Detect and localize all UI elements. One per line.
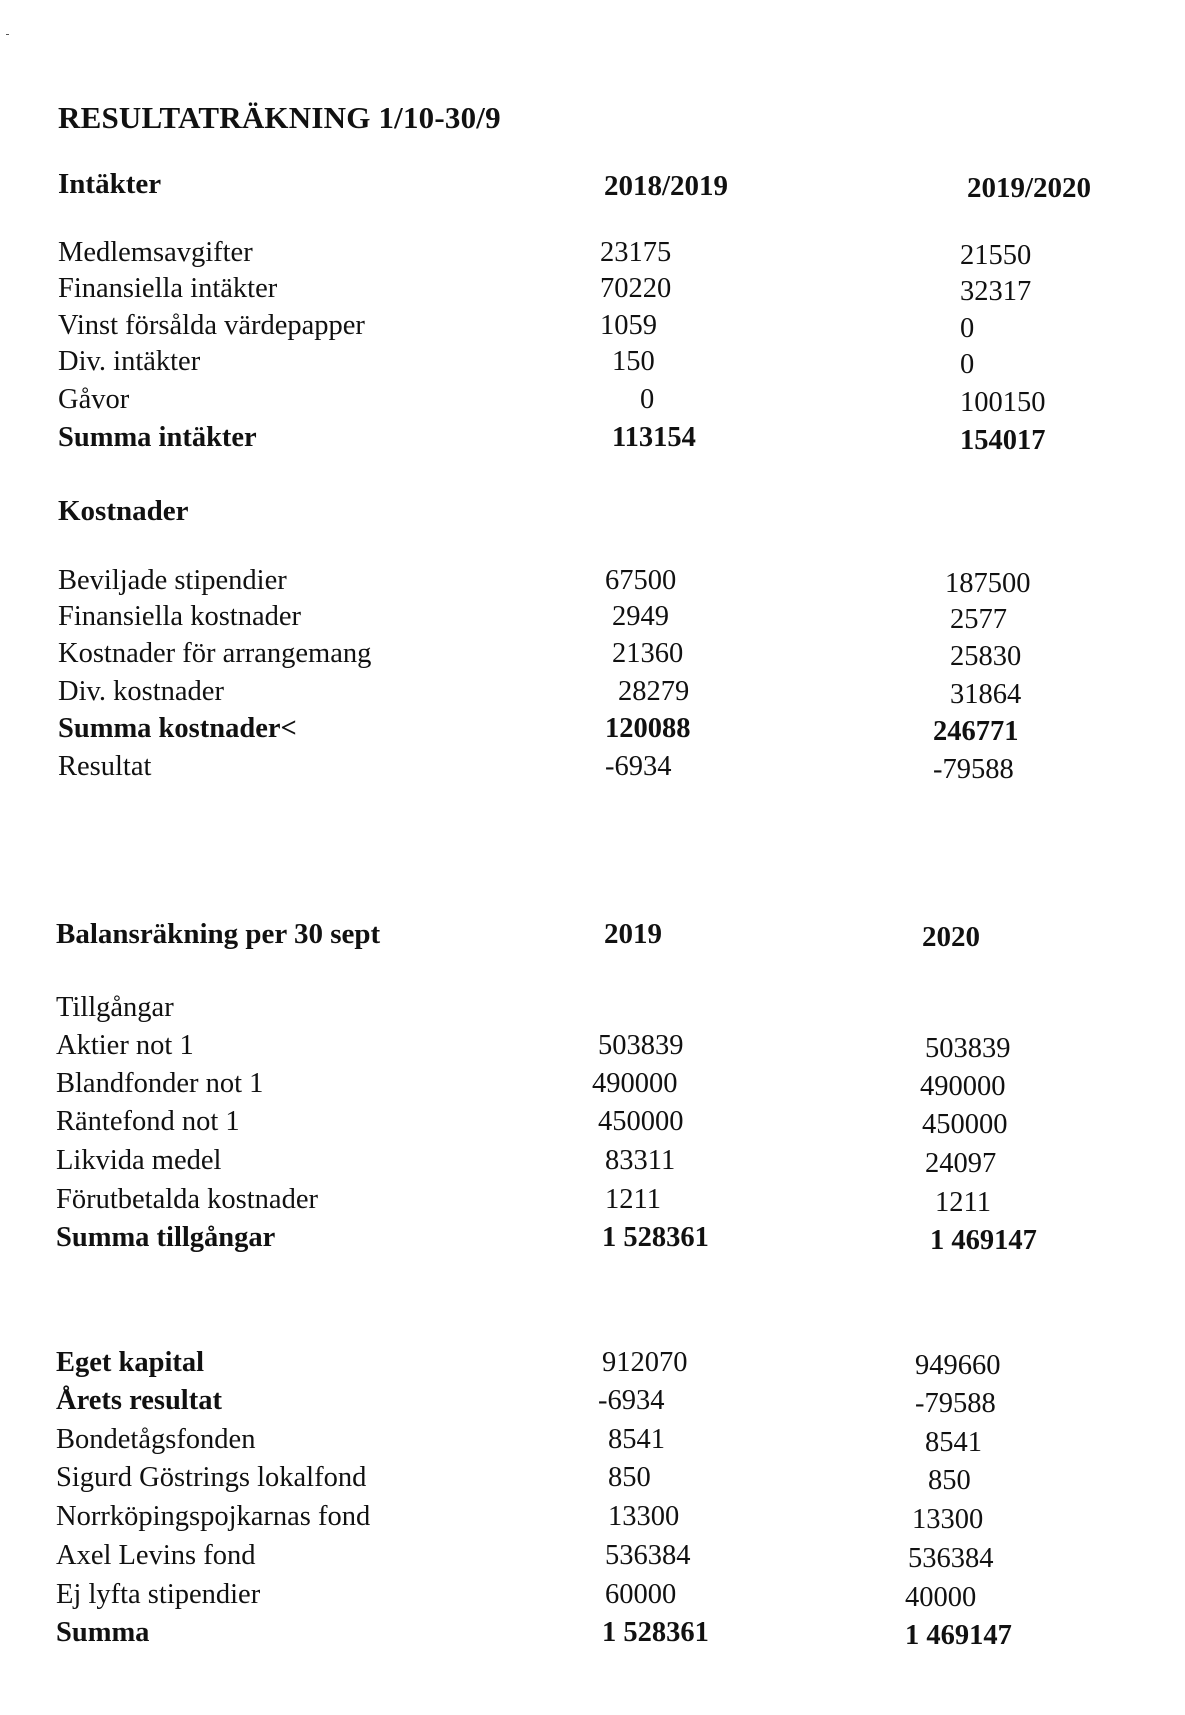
row-label: Eget kapital <box>56 1347 205 1378</box>
cost-row <box>0 601 1185 637</box>
income-row <box>0 384 1185 420</box>
income-col1-header: 2018/2019 <box>604 170 729 202</box>
row-value-2019-2020: 246771 <box>933 716 1019 747</box>
costs-header-row <box>0 495 1185 531</box>
row-value-2019-2020: -79588 <box>933 754 1014 785</box>
income-row <box>0 346 1185 382</box>
row-value-2019: 1 528361 <box>602 1617 709 1648</box>
row-value-2019-2020: 100150 <box>960 387 1046 418</box>
income-row <box>0 310 1185 346</box>
row-value-2020: 1 469147 <box>905 1620 1012 1651</box>
row-value-2020: 850 <box>928 1465 971 1496</box>
row-value-2018-2019: 113154 <box>612 422 696 453</box>
row-label: Aktier not 1 <box>56 1030 194 1061</box>
result-row <box>0 751 1185 787</box>
row-value-2020: 503839 <box>925 1033 1011 1064</box>
row-label: Div. intäkter <box>58 346 201 377</box>
row-label: Div. kostnader <box>58 676 224 707</box>
row-value-2018-2019: 0 <box>640 384 655 415</box>
balance-header-row <box>0 918 1185 954</box>
income-row <box>0 237 1185 273</box>
row-label: Axel Levins fond <box>56 1540 256 1571</box>
row-value-2019: 83311 <box>605 1145 676 1176</box>
asset-row <box>0 1030 1185 1066</box>
cost-row <box>0 638 1185 674</box>
row-label: Resultat <box>58 751 152 782</box>
row-value-2019-2020: 32317 <box>960 276 1032 307</box>
row-value-2018-2019: 28279 <box>618 676 690 707</box>
document-title: RESULTATRÄKNING 1/10-30/9 <box>58 100 501 135</box>
row-value-2020: 8541 <box>925 1427 982 1458</box>
row-label: Räntefond not 1 <box>56 1106 240 1137</box>
row-label: Norrköpingspojkarnas fond <box>56 1501 371 1532</box>
row-value-2019: 1 528361 <box>602 1222 709 1253</box>
row-label: Gåvor <box>58 384 130 415</box>
equity-row <box>0 1347 1185 1383</box>
row-value-2019-2020: 0 <box>960 349 975 380</box>
row-value-2019: 450000 <box>598 1106 684 1137</box>
row-value-2020: 490000 <box>920 1071 1006 1102</box>
cost-row <box>0 565 1185 601</box>
row-value-2019: 490000 <box>592 1068 678 1099</box>
balance-col2-header: 2020 <box>922 921 980 953</box>
row-value-2019: 912070 <box>602 1347 688 1378</box>
row-label: Förutbetalda kostnader <box>56 1184 318 1215</box>
income-col2-header: 2019/2020 <box>967 172 1092 204</box>
equity-row <box>0 1579 1185 1615</box>
row-label: Finansiella intäkter <box>58 273 278 304</box>
row-value-2019-2020: 31864 <box>950 679 1022 710</box>
row-label: Beviljade stipendier <box>58 565 287 596</box>
asset-row <box>0 1106 1185 1142</box>
row-value-2020: 24097 <box>925 1148 997 1179</box>
row-value-2020: 450000 <box>922 1109 1008 1140</box>
row-value-2019: 1211 <box>605 1184 661 1215</box>
row-label: Finansiella kostnader <box>58 601 301 632</box>
row-label: Sigurd Göstrings lokalfond <box>56 1462 367 1493</box>
row-label: Summa tillgångar <box>56 1222 276 1253</box>
asset-row <box>0 1145 1185 1181</box>
row-value-2019-2020: 21550 <box>960 240 1032 271</box>
row-value-2018-2019: 1059 <box>600 310 657 341</box>
row-value-2020: 1 469147 <box>930 1225 1037 1256</box>
equity-total-row <box>0 1617 1185 1653</box>
income-header-label: Intäkter <box>58 168 162 200</box>
row-value-2018-2019: 120088 <box>605 713 691 744</box>
row-value-2019: 13300 <box>608 1501 680 1532</box>
scan-speck <box>6 34 9 35</box>
row-label: Summa <box>56 1617 150 1648</box>
row-value-2019-2020: 187500 <box>945 568 1031 599</box>
assets-heading-row <box>0 992 1185 1028</box>
row-value-2018-2019: 21360 <box>612 638 684 669</box>
assets-total-row <box>0 1222 1185 1258</box>
row-value-2020: 949660 <box>915 1350 1001 1381</box>
row-label: Vinst försålda värdepapper <box>58 310 365 341</box>
row-value-2019: 8541 <box>608 1424 665 1455</box>
row-value-2019-2020: 154017 <box>960 425 1046 456</box>
costs-header-label: Kostnader <box>58 495 189 527</box>
row-value-2020: -79588 <box>915 1388 996 1419</box>
row-value-2020: 1211 <box>935 1187 991 1218</box>
row-value-2020: 40000 <box>905 1582 977 1613</box>
row-value-2019: -6934 <box>598 1385 665 1416</box>
row-value-2019-2020: 2577 <box>950 604 1007 635</box>
row-value-2019-2020: 0 <box>960 313 975 344</box>
balance-col1-header: 2019 <box>604 918 662 950</box>
row-label: Summa intäkter <box>58 422 257 453</box>
equity-row <box>0 1462 1185 1498</box>
row-value-2018-2019: 150 <box>612 346 655 377</box>
income-row <box>0 273 1185 309</box>
row-value-2019: 536384 <box>605 1540 691 1571</box>
row-label: Medlemsavgifter <box>58 237 253 268</box>
balance-header-label: Balansräkning per 30 sept <box>56 918 381 950</box>
row-label: Årets resultat <box>56 1385 222 1416</box>
equity-row <box>0 1540 1185 1576</box>
row-value-2018-2019: 2949 <box>612 601 669 632</box>
row-value-2019-2020: 25830 <box>950 641 1022 672</box>
row-label: Ej lyfta stipendier <box>56 1579 261 1610</box>
row-label: Likvida medel <box>56 1145 222 1176</box>
row-value-2020: 536384 <box>908 1543 994 1574</box>
row-value-2019: 850 <box>608 1462 651 1493</box>
row-value-2018-2019: 67500 <box>605 565 677 596</box>
equity-row <box>0 1501 1185 1537</box>
row-value-2018-2019: 23175 <box>600 237 672 268</box>
income-header-row <box>0 168 1185 204</box>
costs-total-row <box>0 713 1185 749</box>
row-value-2018-2019: 70220 <box>600 273 672 304</box>
row-value-2019: 503839 <box>598 1030 684 1061</box>
row-label: Blandfonder not 1 <box>56 1068 264 1099</box>
row-label: Kostnader för arrangemang <box>58 638 372 669</box>
row-value-2019: 60000 <box>605 1579 677 1610</box>
equity-row <box>0 1385 1185 1421</box>
assets-heading: Tillgångar <box>56 992 174 1023</box>
row-label: Summa kostnader< <box>58 713 297 744</box>
income-total-row <box>0 422 1185 458</box>
cost-row <box>0 676 1185 712</box>
row-value-2018-2019: -6934 <box>605 751 672 782</box>
asset-row <box>0 1184 1185 1220</box>
equity-row <box>0 1424 1185 1460</box>
asset-row <box>0 1068 1185 1104</box>
row-value-2020: 13300 <box>912 1504 984 1535</box>
row-label: Bondetågsfonden <box>56 1424 256 1455</box>
